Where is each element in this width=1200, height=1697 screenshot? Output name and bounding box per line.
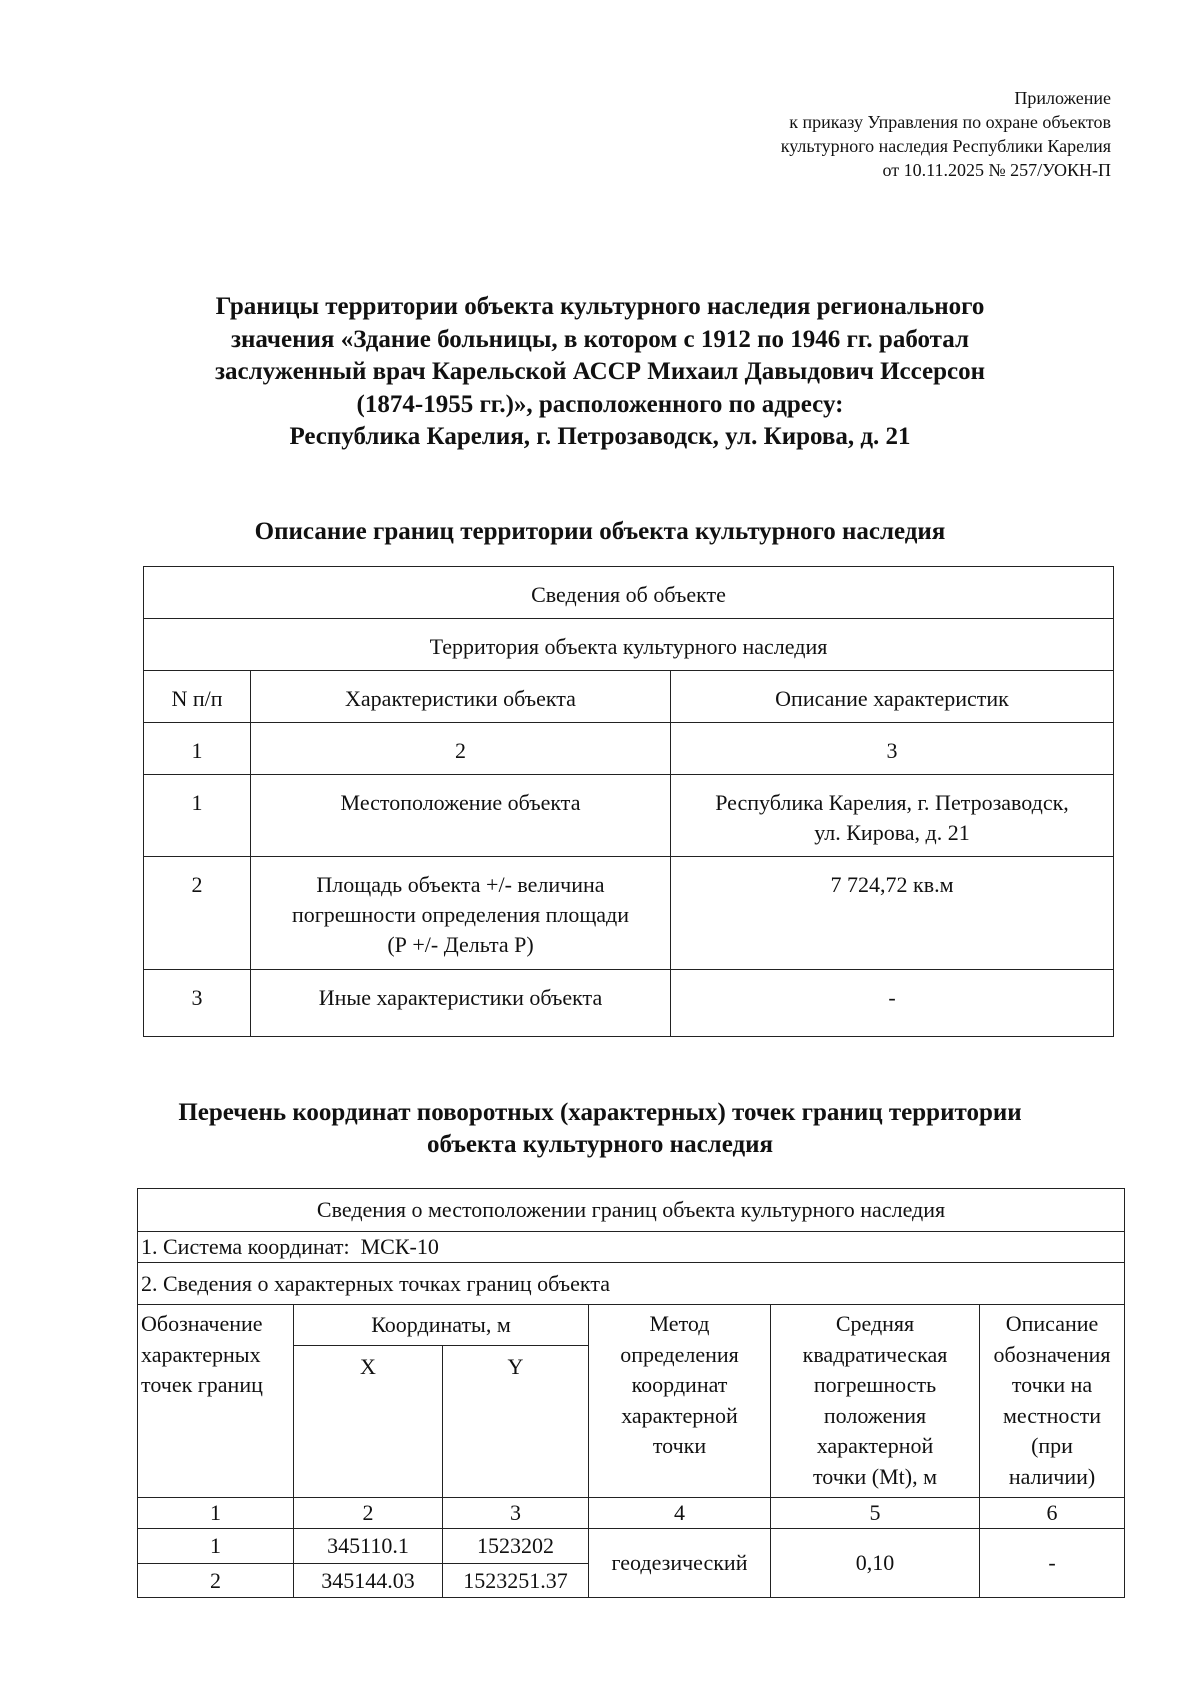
header-line: точки на [1011, 1372, 1093, 1397]
point-id-cell: 1 [138, 1529, 294, 1564]
header-line: Средняя [835, 1311, 915, 1336]
table-row [144, 775, 1114, 857]
table-row [144, 970, 1114, 1037]
characteristic-cell [251, 970, 671, 1037]
point-y-cell: 1523202 [443, 1529, 589, 1564]
point-id-cell: 2 [138, 1564, 294, 1598]
column-number-cell: 6 [980, 1498, 1125, 1529]
appendix-line: культурного наследия Республики Карелия [780, 136, 1111, 156]
header-line: характерной [816, 1433, 934, 1458]
document-title [130, 291, 1070, 454]
cell-text-line: Республика Карелия, г. Петрозаводск, [715, 790, 1069, 815]
header-line: квадратическая [802, 1341, 948, 1367]
column-number-cell: 5 [771, 1498, 980, 1529]
header-line: (при [1031, 1433, 1073, 1458]
cell-text-line: 7 724,72 кв.м [830, 872, 954, 897]
cell-text-line: Площадь объекта +/- величина [316, 872, 605, 897]
header-cell-characteristic: Характеристики объекта [251, 671, 671, 723]
column-number-cell: 3 [443, 1498, 589, 1529]
header-line: наличии) [1008, 1463, 1096, 1489]
header-coordinates: Координаты, м [294, 1305, 589, 1346]
header-designation [138, 1305, 294, 1498]
header-line: точек границ [141, 1372, 263, 1397]
characteristic-cell [251, 775, 671, 857]
column-number-cell: 1 [138, 1498, 294, 1529]
title-line: Перечень координат поворотных (характерных) точек границ территории [178, 1099, 1022, 1126]
header-mean-error [771, 1305, 980, 1498]
table-caption-cell: Сведения об объекте [144, 567, 1114, 619]
coordinates-caption-cell: Сведения о местоположении границ объекта культурного наследия [138, 1189, 1125, 1232]
cell-text-line: (Р +/- Дельта Р) [387, 932, 534, 957]
coordinate-system-label: 1. Система координат: [141, 1234, 350, 1259]
section1-title: Описание границ территории объекта культурного наследия [254, 518, 946, 545]
header-method [589, 1305, 771, 1498]
header-point-description [980, 1305, 1125, 1498]
characteristic-cell [251, 857, 671, 970]
header-line: местности [1002, 1402, 1102, 1428]
cell-text-line: погрешности определения площади [291, 902, 629, 927]
header-y: Y [443, 1346, 589, 1498]
header-line: Описание [1005, 1311, 1099, 1336]
header-cell-number: N п/п [144, 671, 251, 723]
method-cell: геодезический [589, 1529, 771, 1598]
header-line: обозначения [993, 1341, 1111, 1367]
column-number-cell: 2 [251, 723, 671, 775]
cell-text-line: Иные характеристики объекта [318, 985, 603, 1010]
object-info-table [143, 566, 1114, 1037]
appendix-line: к приказу Управления по охране объектов [789, 112, 1111, 132]
header-line: положения [823, 1402, 927, 1428]
header-line: точки [652, 1433, 707, 1458]
appendix-note [781, 86, 1111, 182]
header-line: определения [620, 1341, 739, 1367]
header-x: X [294, 1346, 443, 1498]
description-cell [671, 970, 1114, 1037]
title-line: (1874-1955 гг.)», расположенного по адресу: [356, 390, 844, 418]
header-line: характерных [141, 1341, 261, 1367]
table-subcaption-cell: Территория объекта культурного наследия [144, 619, 1114, 671]
table-row [138, 1529, 1125, 1564]
coordinates-table [137, 1188, 1125, 1598]
row-number-cell: 2 [144, 857, 251, 970]
description-cell [671, 775, 1114, 857]
header-line: Обозначение [141, 1311, 263, 1336]
appendix-line: от 10.11.2025 № 257/УОКН-П [882, 160, 1111, 180]
column-number-cell: 4 [589, 1498, 771, 1529]
point-x-cell: 345110.1 [294, 1529, 443, 1564]
cell-text-line: Местоположение объекта [340, 790, 581, 815]
column-number-cell: 3 [671, 723, 1114, 775]
column-number-cell: 2 [294, 1498, 443, 1529]
title-line: Республика Карелия, г. Петрозаводск, ул. Кирова, д. 21 [289, 423, 911, 450]
cell-text-line: ул. Кирова, д. 21 [814, 820, 970, 845]
header-line: точки (Mt), м [812, 1463, 938, 1489]
point-description-cell: - [980, 1529, 1125, 1598]
table-row [144, 857, 1114, 970]
header-line: Метод [649, 1311, 710, 1336]
section2-title [130, 1097, 1070, 1161]
description-cell [671, 857, 1114, 970]
mean-error-cell: 0,10 [771, 1529, 980, 1598]
header-line: координат [631, 1372, 728, 1397]
title-line: заслуженный врач Карельской АССР Михаил Давыдович Иссерсон [214, 358, 986, 385]
header-cell-description: Описание характеристик [671, 671, 1114, 723]
title-line: Границы территории объекта культурного наследия регионального [215, 293, 985, 320]
points-caption-cell: 2. Сведения о характерных точках границ объекта [138, 1263, 1125, 1305]
appendix-line: Приложение [1014, 88, 1111, 108]
header-line: погрешность [813, 1372, 937, 1397]
header-line: характерной [621, 1402, 738, 1428]
title-line: объекта культурного наследия [426, 1131, 774, 1158]
coordinate-system-value: МСК-10 [360, 1234, 439, 1259]
row-number-cell: 3 [144, 970, 251, 1037]
cell-text-line: - [888, 985, 896, 1010]
column-number-cell: 1 [144, 723, 251, 775]
row-number-cell: 1 [144, 775, 251, 857]
point-y-cell: 1523251.37 [443, 1564, 589, 1598]
point-x-cell: 345144.03 [294, 1564, 443, 1598]
coordinate-system-cell [138, 1232, 1125, 1263]
title-line: значения «Здание больницы, в котором с 1912 по 1946 гг. работал [230, 325, 970, 353]
